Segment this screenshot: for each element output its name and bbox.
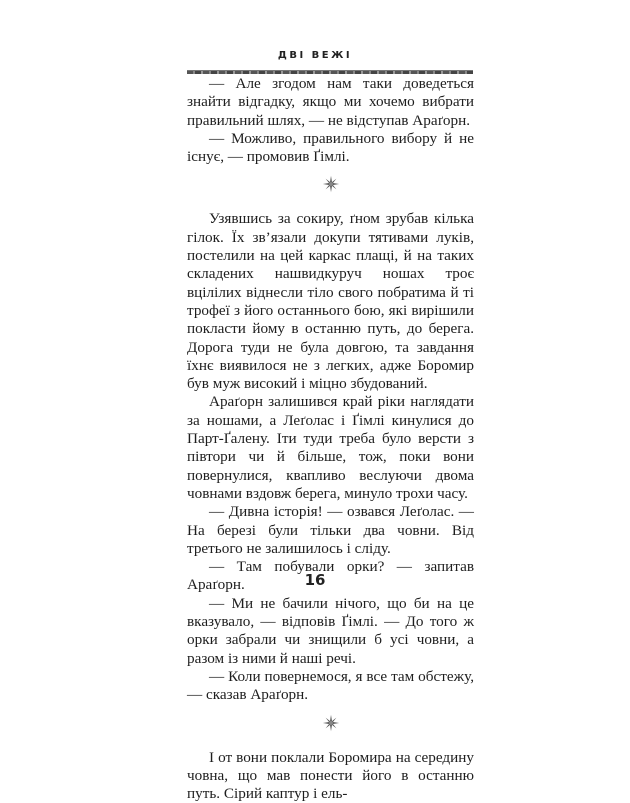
compass-star-icon: [322, 175, 340, 193]
paragraph: Араґорн залишився край ріки наглядати за ношами, а Леґолас і Ґімлі кинулися до Парт-Ґалену. Іти туди треба було версти з півтори чи й більше, тож, поки вони повернулися, квапливо веслуючи двома човнами вздовж берега, минуло трохи часу.: [187, 393, 474, 503]
paragraph: — Коли повернемося, я все там обстежу, — сказав Араґорн.: [187, 668, 474, 705]
section-ornament: [187, 705, 474, 741]
paragraph: — Дивна історія! — озвався Леґолас. — На березі були тільки два човни. Від третього не залишилось і сліду.: [187, 503, 474, 558]
header-rule: [187, 70, 473, 74]
section-ornament: [187, 166, 474, 202]
paragraph: І от вони поклали Боромира на середину човна, що мав понести його в останню путь. Сірий каптур і ель-: [187, 749, 474, 803]
compass-star-icon: [322, 714, 340, 732]
page-number: 16: [0, 571, 630, 589]
paragraph: — Там побували орки? — запитав Араґорн.: [187, 558, 474, 595]
paragraph: — Але згодом нам таки доведеться знайти відгадку, якщо ми хочемо вибрати правильний шлях, — не відступав Араґорн.: [187, 75, 474, 130]
paragraph: — Можливо, правильного вибору й не існує, — промовив Ґімлі.: [187, 130, 474, 167]
paragraph: Узявшись за сокиру, ґном зрубав кілька гілок. Їх зв’язали докупи тятивами луків, постелили на цей каркас плащі, й на таких складених нашвидкуруч ношах троє вцілілих віднесли тіло свого побратима й ті трофеї з його останнього бою, які вирішили покласти йому в останню путь, до берега. Дорога туди не була довгою, та завдання їхнє виявилося не з легких, адже Боромир був муж високий і міцно збудований.: [187, 210, 474, 393]
body-text: [187, 75, 474, 803]
paragraph: — Ми не бачили нічого, що би на це вказувало, — відповів Ґімлі. — До того ж орки забрали чи знищили б усі човни, а разом із ними й наші речі.: [187, 595, 474, 668]
running-head: ДВІ ВЕЖІ: [155, 50, 475, 61]
